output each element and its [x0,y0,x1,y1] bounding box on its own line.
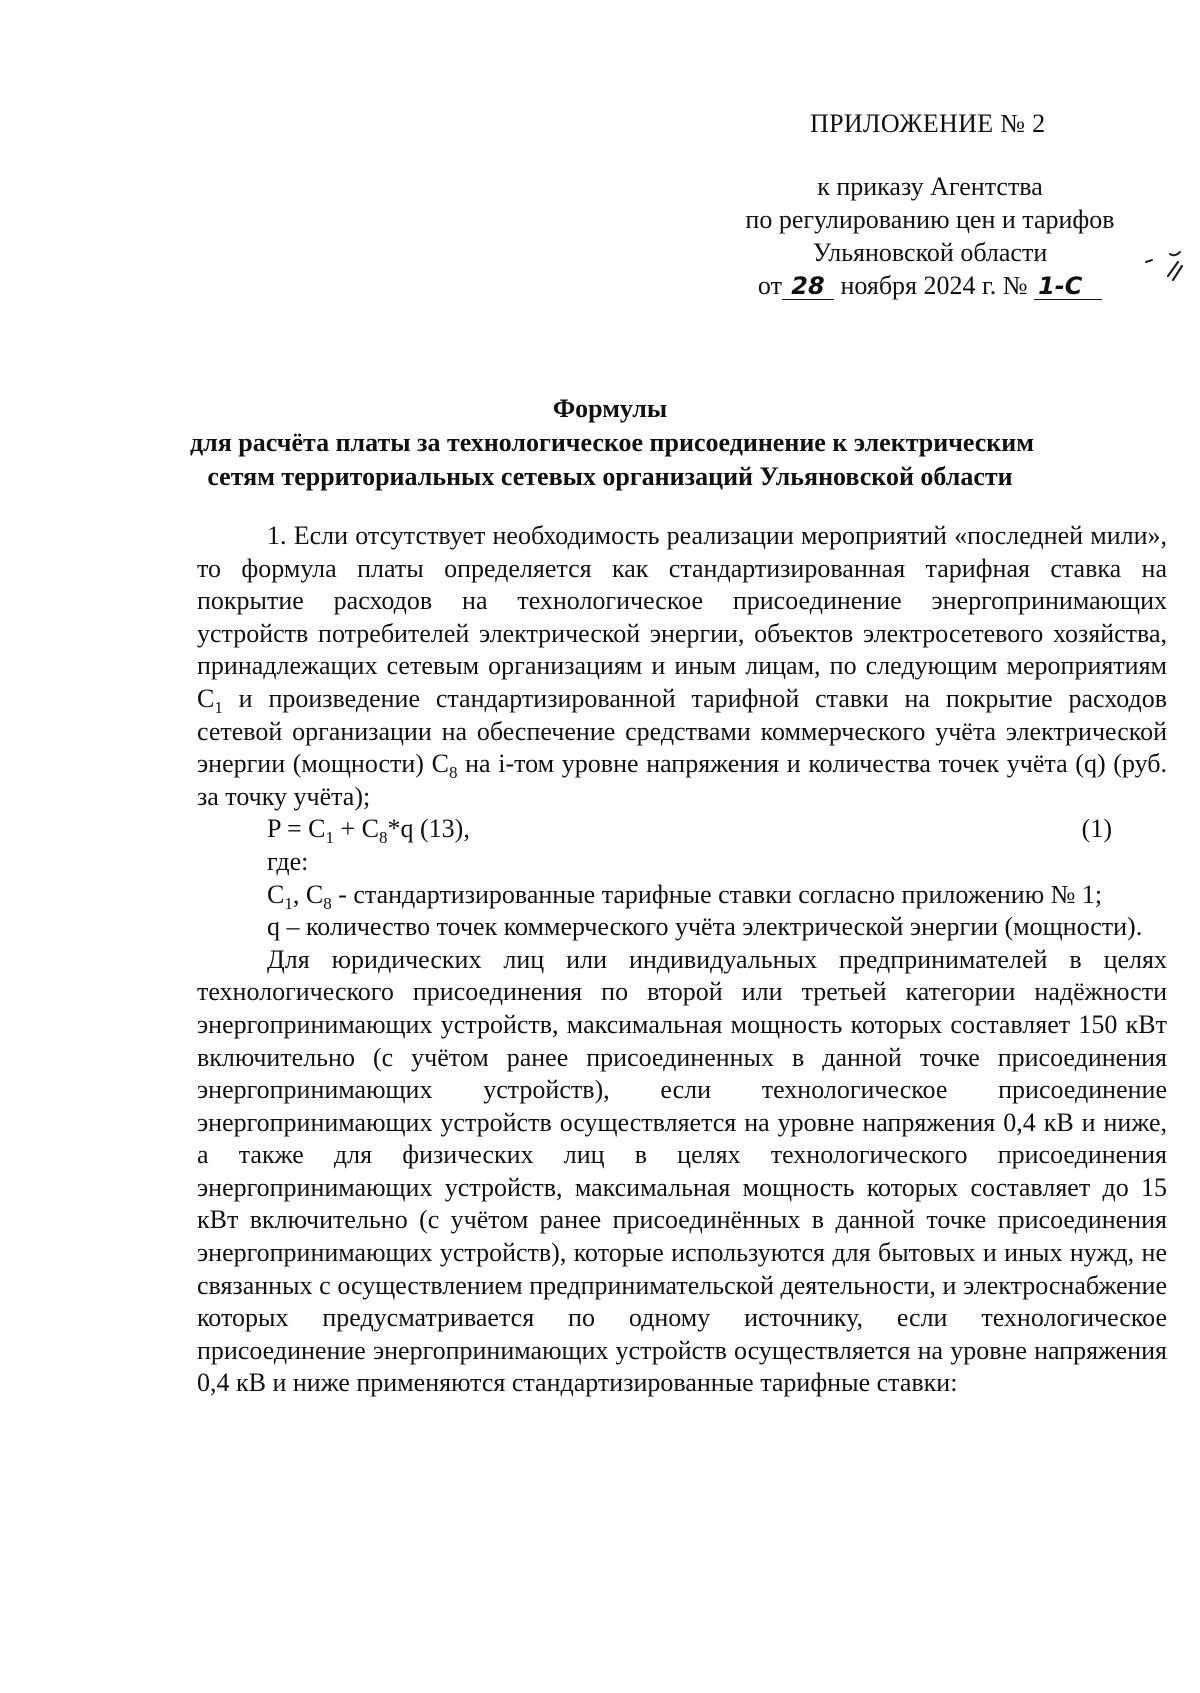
def1-part-b: , С [292,879,324,909]
title-line-2: для расчёта платы за технологическое присоединение к электрическим [190,428,1034,457]
formula-part-c: *q (13), [387,814,470,844]
handwritten-date: 28 [782,273,834,300]
formula-sub-1: 1 [325,828,334,848]
formula-part-a: P = C [267,814,326,844]
p1-text-b: и произведение стандартизированной тарифной ставки на покрытие расходов сетевой организации на обеспечение средствами коммерческого учёта электрической энергии (мощности) С [197,683,1167,779]
where-label: где: [267,846,309,876]
order-line-3: Ульяновской области [812,238,1048,267]
document-body [197,520,1167,1400]
p1-subscript-8: 8 [448,763,458,783]
appendix-heading: ПРИЛОЖЕНИЕ № 2 [810,109,1046,138]
order-reference [720,170,1140,302]
title-line-3: сетям территориальных сетевых организаций Ульяновской области [207,462,1013,491]
p1-subscript-1: 1 [214,698,223,718]
def1-sub-8: 8 [323,893,332,913]
order-date-line [720,269,1140,302]
signature-mark [1140,250,1186,290]
date-prefix: от [757,271,782,300]
p1-text-a: 1. Если отсутствует необходимость реализации мероприятий «последней мили», то формула платы определяется как стандартизированная тарифная ставка на покрытие расходов на технологическое присоединение энергопринимающих устройств потребителей электрической энергии, объектов электросетевого хозяйства, принадлежащих сетевым организациям и иным лицам, по следующим мероприятиям С [197,521,1167,713]
formula-expression [267,813,470,846]
def1-sub-1: 1 [284,893,293,913]
document-title [190,392,1034,494]
formula-1 [197,813,1167,846]
formula-sub-8: 8 [379,828,388,848]
definition-q: q – количество точек коммерческого учёта электрической энергии (мощности). [267,912,1143,942]
order-line-2: по регулированию цен и тарифов [745,205,1115,234]
title-line-1: Формулы [552,394,668,423]
date-suffix: ноября 2024 г. № [840,271,1028,300]
paragraph-1 [197,520,1167,813]
handwritten-number: 1-С [1034,273,1102,300]
order-line-1: к приказу Агентства [817,172,1043,201]
paragraph-2: Для юридических лиц или индивидуальных предпринимателей в целях технологического присоединения по второй или третьей категории надёжности энергопринимающих устройств, максимальная мощность которых составляет 150 кВт включительно (с учётом ранее присоединенных в данной точке присоединения энергопринимающих устройств), если технологическое присоединение энергопринимающих устройств осуществляется на уровне напряжения 0,4 кВ и ниже, а также для физических лиц в целях технологического присоединения энергопринимающих устройств, максимальная мощность которых составляет до 15 кВт включительно (с учётом ранее присоединённых в данной точке присоединения энергопринимающих устройств), которые используются для бытовых и иных нужд, не связанных с осуществлением предпринимательской деятельности, и электроснабжение которых предусматривается по одному источнику, если технологическое присоединение энергопринимающих устройств осуществляется на уровне напряжения 0,4 кВ и ниже применяются стандартизированные тарифные ставки: [197,944,1167,1398]
def1-part-a: С [267,879,285,909]
def1-part-c: - стандартизированные тарифные ставки согласно приложению № 1; [331,879,1103,909]
formula-part-b: + C [334,814,380,844]
formula-number: (1) [1081,814,1112,844]
definition-c1-c8 [197,879,1167,912]
p1-text-c: на i-том уровне напряжения и количества точек учёта (q) (руб. за точку учёта); [197,749,1167,811]
